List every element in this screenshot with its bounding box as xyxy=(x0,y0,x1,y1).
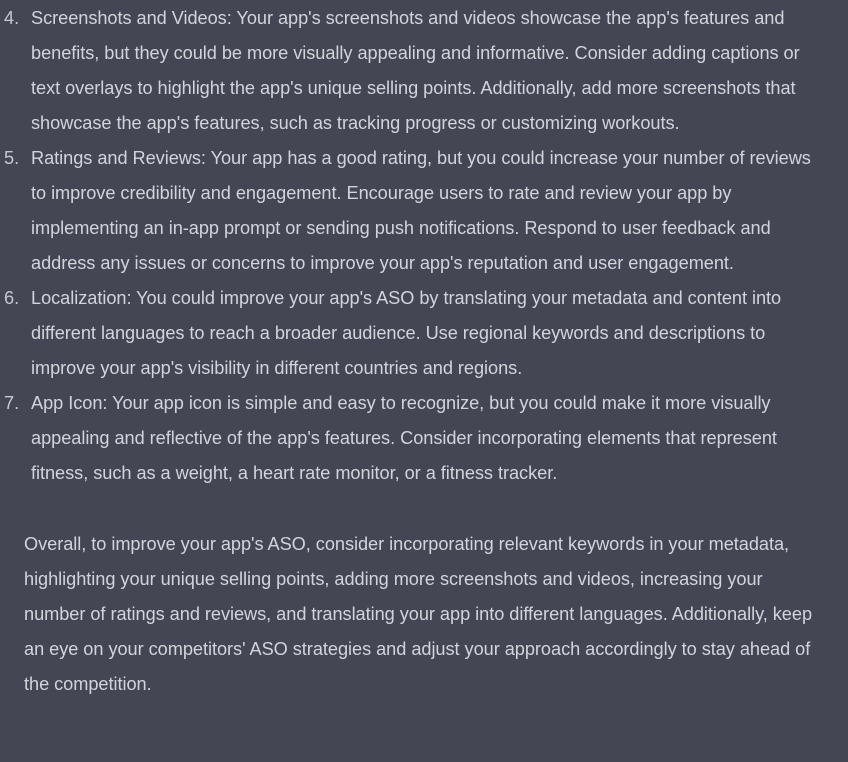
list-item-number: 7. xyxy=(4,393,20,413)
list-item-text: App Icon: Your app icon is simple and easy to recognize, but you could make it more visually appealing and reflective of the app's features. Consider incorporating elements that represent fitness, such as a weight, a heart rate monitor, or a fitness tracker. xyxy=(31,393,777,483)
list-item-text: Localization: You could improve your app's ASO by translating your metadata and content into different languages to reach a broader audience. Use regional keywords and descriptions to improve your app's visibility in different countries and regions. xyxy=(31,288,782,378)
list-item xyxy=(4,141,824,281)
list-item-number: 5. xyxy=(4,148,20,168)
list-item-number: 6. xyxy=(4,288,20,308)
list-item xyxy=(4,386,824,491)
list-item xyxy=(4,281,824,386)
list-item-text: Screenshots and Videos: Your app's screenshots and videos showcase the app's features and benefits, but they could be more visually appealing and informative. Consider adding captions or text overlays to highlight the app's unique selling points. Additionally, add more screenshots that showcase the app's features, such as tracking progress or customizing workouts. xyxy=(31,8,800,133)
suggestion-list xyxy=(4,1,824,491)
list-item-text: Ratings and Reviews: Your app has a good rating, but you could increase your number of reviews to improve credibility and engagement. Encourage users to rate and review your app by implementing an in-app prompt or sending push notifications. Respond to user feedback and address any issues or concerns to improve your app's reputation and user engagement. xyxy=(31,148,811,273)
list-item-number: 4. xyxy=(4,8,20,28)
list-item xyxy=(4,1,824,141)
summary-paragraph: Overall, to improve your app's ASO, consider incorporating relevant keywords in your metadata, highlighting your unique selling points, adding more screenshots and videos, increasing your number of ratings and reviews, and translating your app into different languages. Additionally, keep an eye on your competitors' ASO strategies and adjust your approach accordingly to stay ahead of the competition. xyxy=(24,534,813,694)
